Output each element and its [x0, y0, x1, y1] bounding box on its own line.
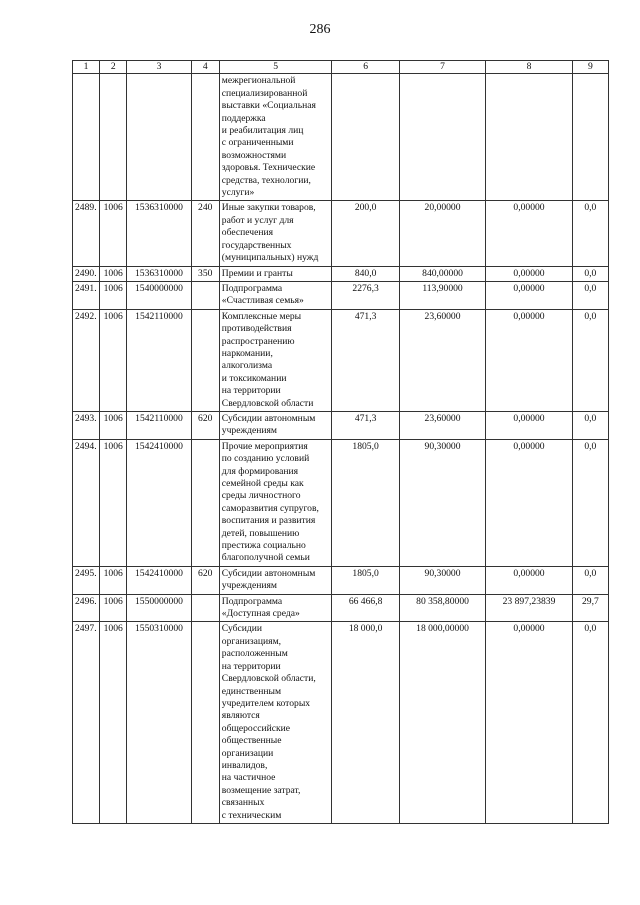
table-row: [73, 281, 609, 309]
row-number-cell: 2497.: [73, 622, 100, 824]
item-name-cell: межрегиональной специализированной выставки «Социальная поддержка и реабилитация лиц с ограниченными возможностями здоровья. Технические средства, технологии, услуги»: [219, 74, 332, 201]
additional-amount-cell: 0,00000: [486, 266, 572, 281]
target-code-cell: 1536310000: [127, 201, 191, 266]
item-name-cell: Подпрограмма «Счастливая семья»: [219, 281, 332, 309]
table-row: [73, 439, 609, 566]
row-number-cell: 2490.: [73, 266, 100, 281]
expense-type-cell: 620: [191, 566, 219, 594]
actual-amount-cell: 18 000,00000: [399, 622, 485, 824]
additional-amount-cell: 0,00000: [486, 201, 572, 266]
column-header: 8: [486, 61, 572, 74]
planned-amount-cell: 18 000,0: [332, 622, 399, 824]
column-header: 2: [100, 61, 127, 74]
actual-amount-cell: 840,00000: [399, 266, 485, 281]
table-row: [73, 201, 609, 266]
percent-cell: 0,0: [572, 281, 608, 309]
column-header: 1: [73, 61, 100, 74]
page-number: 286: [309, 22, 331, 37]
expense-type-cell: [191, 594, 219, 622]
table-row: [73, 622, 609, 824]
section-code-cell: 1006: [100, 439, 127, 566]
expense-type-cell: [191, 74, 219, 201]
section-code-cell: 1006: [100, 281, 127, 309]
row-number-cell: 2496.: [73, 594, 100, 622]
planned-amount-cell: 840,0: [332, 266, 399, 281]
column-header: 9: [572, 61, 608, 74]
item-name-cell: Иные закупки товаров, работ и услуг для обеспечения государственных (муниципальных) нужд: [219, 201, 332, 266]
column-number-row: [73, 61, 609, 74]
column-header: 7: [399, 61, 485, 74]
target-code-cell: 1542410000: [127, 439, 191, 566]
row-number-cell: 2494.: [73, 439, 100, 566]
column-header: 3: [127, 61, 191, 74]
percent-cell: 29,7: [572, 594, 608, 622]
expense-type-cell: 620: [191, 411, 219, 439]
row-number-cell: 2492.: [73, 309, 100, 411]
section-code-cell: 1006: [100, 594, 127, 622]
actual-amount-cell: [399, 74, 485, 201]
expense-type-cell: 350: [191, 266, 219, 281]
percent-cell: 0,0: [572, 201, 608, 266]
actual-amount-cell: 23,60000: [399, 411, 485, 439]
planned-amount-cell: [332, 74, 399, 201]
target-code-cell: 1550000000: [127, 594, 191, 622]
target-code-cell: 1542110000: [127, 411, 191, 439]
percent-cell: 0,0: [572, 309, 608, 411]
percent-cell: 0,0: [572, 439, 608, 566]
section-code-cell: 1006: [100, 622, 127, 824]
percent-cell: 0,0: [572, 266, 608, 281]
percent-cell: 0,0: [572, 622, 608, 824]
table-body: [73, 74, 609, 824]
expense-type-cell: 240: [191, 201, 219, 266]
table-row: [73, 594, 609, 622]
expense-type-cell: [191, 281, 219, 309]
planned-amount-cell: 471,3: [332, 309, 399, 411]
actual-amount-cell: 23,60000: [399, 309, 485, 411]
percent-cell: 0,0: [572, 566, 608, 594]
target-code-cell: 1542110000: [127, 309, 191, 411]
additional-amount-cell: 0,00000: [486, 411, 572, 439]
item-name-cell: Прочие мероприятия по созданию условий для формирования семейной среды как среды личностного саморазвития супругов, воспитания и развития детей, повышению престижа социально благополучной семьи: [219, 439, 332, 566]
target-code-cell: 1536310000: [127, 266, 191, 281]
actual-amount-cell: 90,30000: [399, 566, 485, 594]
planned-amount-cell: 2276,3: [332, 281, 399, 309]
table-row: [73, 566, 609, 594]
planned-amount-cell: 200,0: [332, 201, 399, 266]
row-number-cell: 2491.: [73, 281, 100, 309]
additional-amount-cell: 0,00000: [486, 439, 572, 566]
table-row: [73, 74, 609, 201]
column-header: 6: [332, 61, 399, 74]
item-name-cell: Субсидии автономным учреждениям: [219, 566, 332, 594]
additional-amount-cell: 23 897,23839: [486, 594, 572, 622]
row-number-cell: 2495.: [73, 566, 100, 594]
table-row: [73, 411, 609, 439]
table-row: [73, 266, 609, 281]
actual-amount-cell: 20,00000: [399, 201, 485, 266]
actual-amount-cell: 90,30000: [399, 439, 485, 566]
item-name-cell: Комплексные меры противодействия распространению наркомании, алкоголизма и токсикомании на территории Свердловской области: [219, 309, 332, 411]
additional-amount-cell: 0,00000: [486, 566, 572, 594]
additional-amount-cell: 0,00000: [486, 309, 572, 411]
target-code-cell: 1540000000: [127, 281, 191, 309]
target-code-cell: [127, 74, 191, 201]
actual-amount-cell: 113,90000: [399, 281, 485, 309]
item-name-cell: Субсидии организациям, расположенным на территории Свердловской области, единственным учредителем которых являются общероссийские общественные организации инвалидов, на частичное возмещение затрат, связанных с техническим: [219, 622, 332, 824]
section-code-cell: 1006: [100, 566, 127, 594]
target-code-cell: 1542410000: [127, 566, 191, 594]
row-number-cell: 2489.: [73, 201, 100, 266]
section-code-cell: 1006: [100, 201, 127, 266]
item-name-cell: Подпрограмма «Доступная среда»: [219, 594, 332, 622]
section-code-cell: [100, 74, 127, 201]
actual-amount-cell: 80 358,80000: [399, 594, 485, 622]
item-name-cell: Субсидии автономным учреждениям: [219, 411, 332, 439]
percent-cell: 0,0: [572, 411, 608, 439]
expense-type-cell: [191, 622, 219, 824]
planned-amount-cell: 66 466,8: [332, 594, 399, 622]
budget-table: [72, 60, 609, 824]
additional-amount-cell: [486, 74, 572, 201]
column-header: 4: [191, 61, 219, 74]
row-number-cell: [73, 74, 100, 201]
planned-amount-cell: 1805,0: [332, 439, 399, 566]
table-row: [73, 309, 609, 411]
row-number-cell: 2493.: [73, 411, 100, 439]
expense-type-cell: [191, 309, 219, 411]
additional-amount-cell: 0,00000: [486, 281, 572, 309]
section-code-cell: 1006: [100, 266, 127, 281]
column-header: 5: [219, 61, 332, 74]
planned-amount-cell: 471,3: [332, 411, 399, 439]
expense-type-cell: [191, 439, 219, 566]
percent-cell: [572, 74, 608, 201]
additional-amount-cell: 0,00000: [486, 622, 572, 824]
item-name-cell: Премии и гранты: [219, 266, 332, 281]
section-code-cell: 1006: [100, 309, 127, 411]
planned-amount-cell: 1805,0: [332, 566, 399, 594]
section-code-cell: 1006: [100, 411, 127, 439]
target-code-cell: 1550310000: [127, 622, 191, 824]
